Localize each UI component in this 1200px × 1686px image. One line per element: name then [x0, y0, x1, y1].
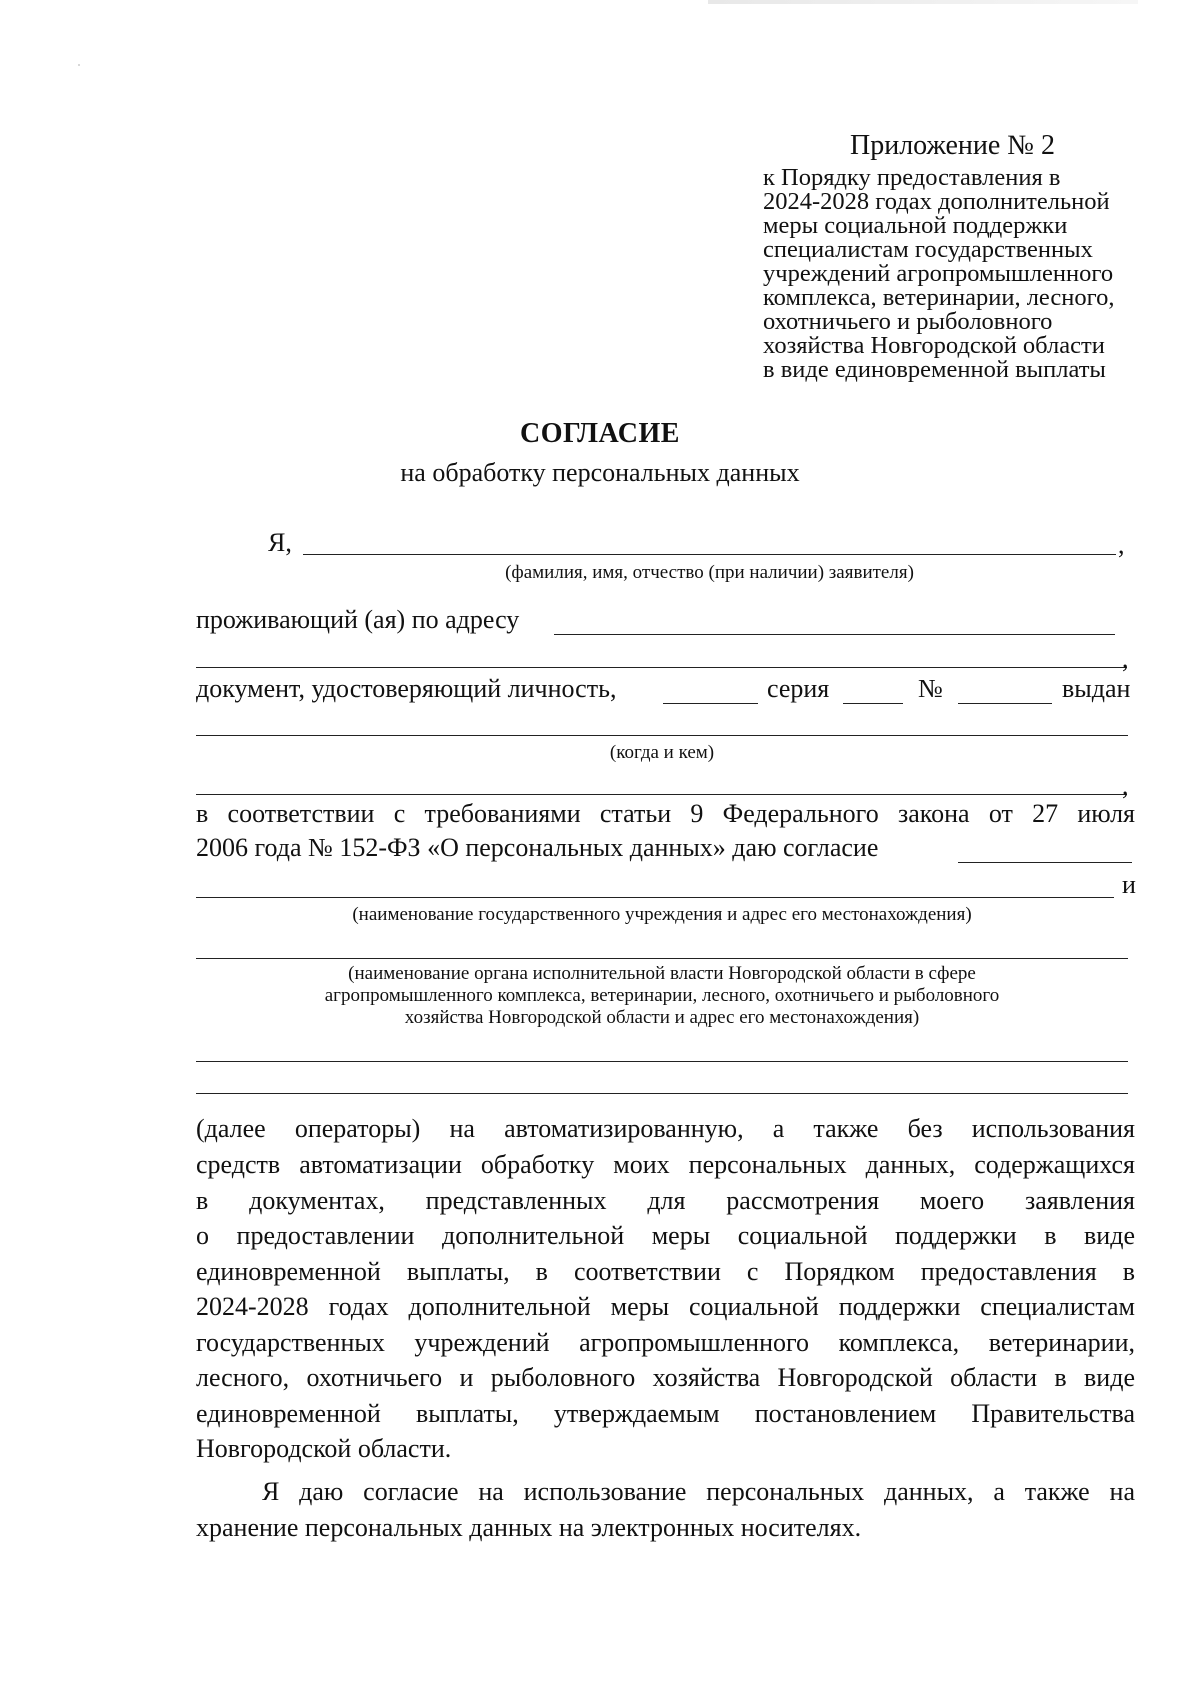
series-field[interactable]	[843, 703, 903, 704]
document-title: СОГЛАСИЕ	[520, 418, 680, 449]
appendix-title: Приложение № 2	[850, 130, 1055, 161]
appendix-line: комплекса, ветеринарии, лесного,	[763, 284, 1115, 311]
authority-hint: агропромышленного комплекса, ветеринарии, лесного, охотничьего и рыболовного	[324, 985, 1000, 1006]
number-field[interactable]	[958, 703, 1052, 704]
authority-hint: (наименование органа исполнительной власти Новгородской области в сфере	[348, 963, 976, 984]
name-hint: (фамилия, имя, отчество (при наличии) заявителя)	[505, 562, 914, 583]
appendix-line: к Порядку предоставления в	[763, 164, 1061, 191]
paragraph-line: единовременной выплаты, утверждаемым постановлением Правительства	[196, 1399, 1135, 1428]
paragraph-line: в документах, представленных для рассмотрения моего заявления	[196, 1186, 1135, 1215]
and-label: и	[1122, 870, 1136, 899]
appendix-line: хозяйства Новгородской области	[763, 332, 1105, 359]
address-field-2[interactable]	[196, 667, 1127, 668]
paragraph-line: хранение персональных данных на электронных носителях.	[196, 1513, 862, 1542]
issued-label: выдан	[1062, 674, 1131, 703]
appendix-reference	[763, 166, 1143, 382]
institution-hint: (наименование государственного учреждения и адрес его местонахождения)	[352, 904, 972, 925]
appendix-line: специалистам государственных	[763, 236, 1093, 263]
comma: ,	[1122, 771, 1129, 800]
document-type-field[interactable]	[663, 703, 758, 704]
address-label: проживающий (ая) по адресу	[196, 605, 520, 634]
paragraph-line: Новгородской области.	[196, 1434, 452, 1463]
appendix-line: охотничьего и рыболовного	[763, 308, 1053, 335]
comma: ,	[1118, 530, 1125, 559]
appendix-line: в виде единовременной выплаты	[763, 356, 1106, 383]
document-subtitle: на обработку персональных данных	[400, 458, 800, 487]
law-text-line: в соответствии с требованиями статьи 9 Федерального закона от 27 июля	[196, 799, 1135, 828]
series-label: серия	[767, 674, 830, 703]
i-label: Я,	[268, 528, 292, 557]
law-text-line: 2006 года № 152-ФЗ «О персональных данных» даю согласие	[196, 833, 879, 862]
paragraph-line: средств автоматизации обработку моих персональных данных, содержащихся	[196, 1150, 1135, 1179]
paragraph-line: о предоставлении дополнительной меры социальной поддержки в виде	[196, 1221, 1135, 1250]
issued-by-field[interactable]	[196, 735, 1128, 736]
comma: ,	[1122, 644, 1129, 673]
appendix-line: меры социальной поддержки	[763, 212, 1068, 239]
paragraph-line: государственных учреждений агропромышленного комплекса, ветеринарии,	[196, 1328, 1135, 1357]
scan-speck	[78, 64, 80, 66]
paragraph-line: лесного, охотничьего и рыболовного хозяйства Новгородской области в виде	[196, 1363, 1135, 1392]
paragraph-line: (далее операторы) на автоматизированную, а также без использования	[196, 1114, 1135, 1143]
name-field[interactable]	[303, 554, 1116, 555]
consent-recipient-field[interactable]	[958, 862, 1132, 863]
appendix-line: учреждений агропромышленного	[763, 260, 1114, 287]
appendix-line: 2024-2028 годах дополнительной	[763, 188, 1110, 215]
authority-field-3[interactable]	[196, 1093, 1128, 1094]
issued-by-field-2[interactable]	[196, 794, 1127, 795]
institution-field[interactable]	[196, 897, 1114, 898]
paragraph-line: 2024-2028 годах дополнительной меры социальной поддержки специалистам	[196, 1292, 1135, 1321]
when-hint: (когда и кем)	[609, 742, 715, 763]
document-label: документ, удостоверяющий личность,	[196, 674, 617, 703]
address-field[interactable]	[554, 634, 1115, 635]
paragraph-line: единовременной выплаты, в соответствии с Порядком предоставления в	[196, 1257, 1135, 1286]
authority-field[interactable]	[196, 958, 1128, 959]
number-label: №	[918, 674, 943, 703]
scan-artifact	[708, 0, 1138, 4]
authority-hint: хозяйства Новгородской области и адрес его местонахождения)	[404, 1007, 920, 1028]
paragraph-line: Я даю согласие на использование персональных данных, а также на	[262, 1477, 1135, 1506]
authority-field-2[interactable]	[196, 1061, 1128, 1062]
